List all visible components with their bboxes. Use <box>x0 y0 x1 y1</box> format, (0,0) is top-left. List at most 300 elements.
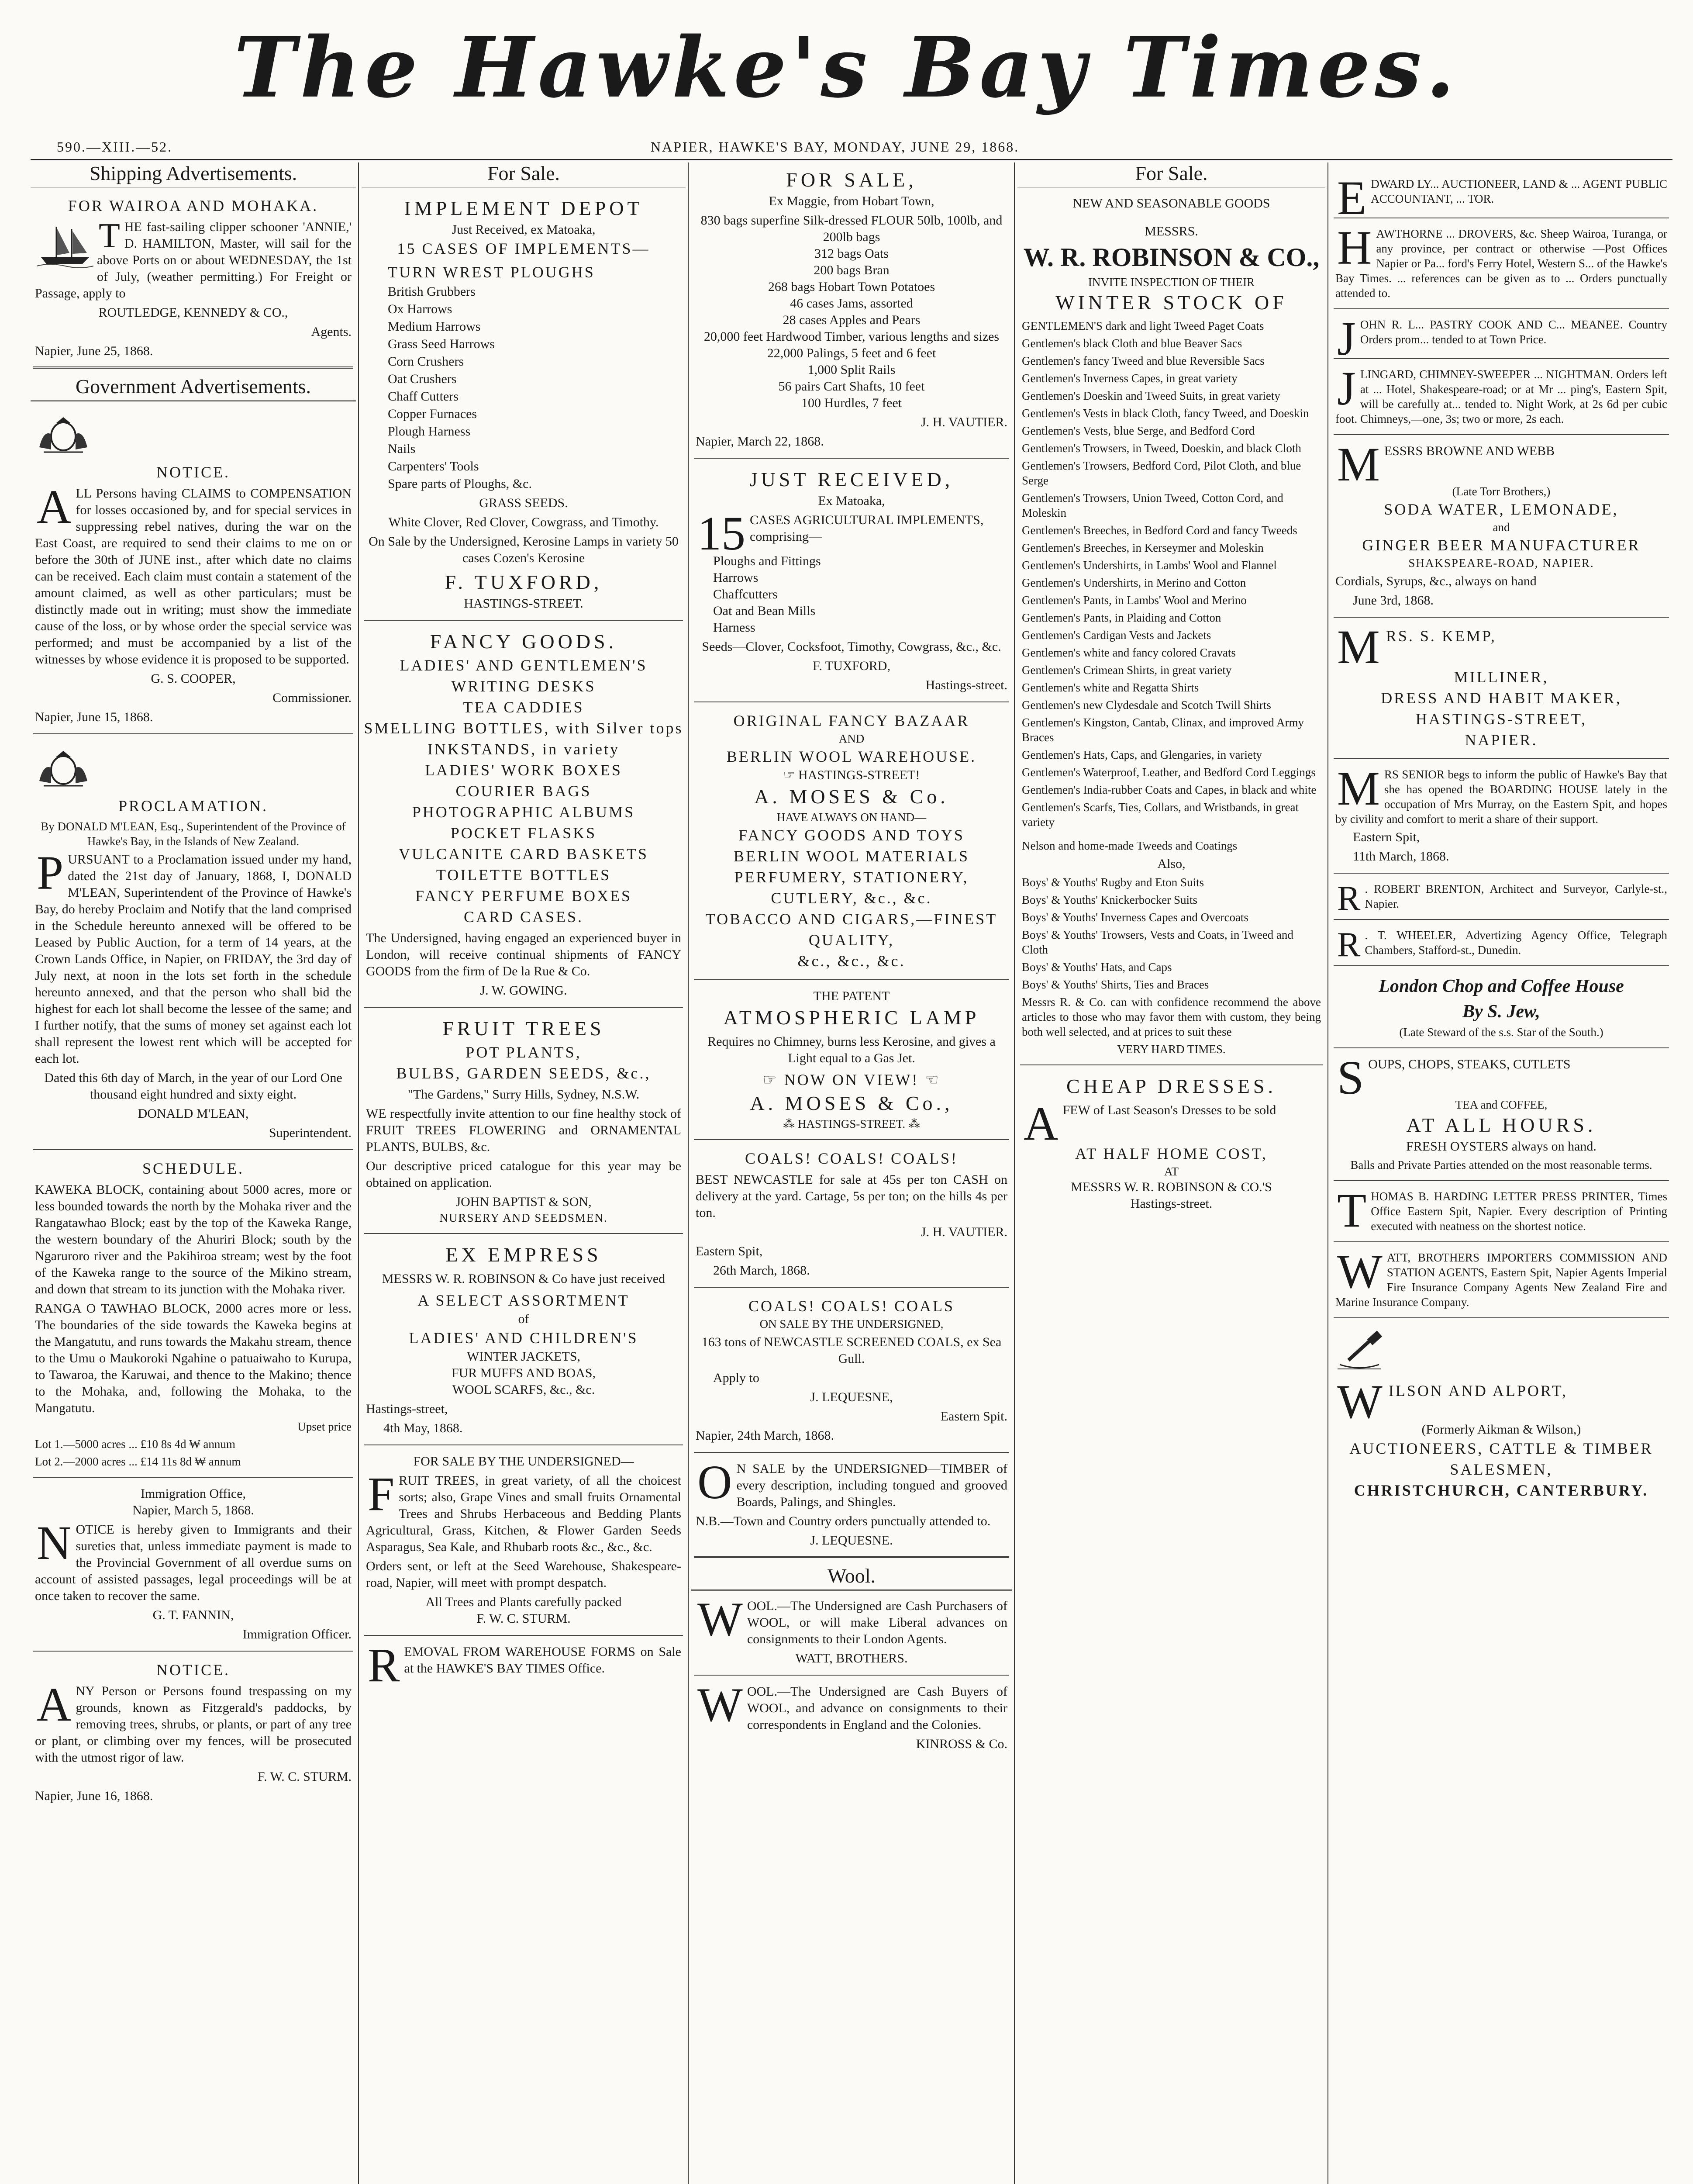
browne-road: SHAKSPEARE-ROAD, NAPIER. <box>1408 556 1594 570</box>
immigration-date: Napier, March 5, 1868. <box>132 1503 254 1517</box>
lingard-body: LINGARD, CHIMNEY-SWEEPER ... NIGHTMAN. Orders left at ... Hotel, Shakespeare-road; or at Mr ... ping's, Eastern Spit, will be carefully at... tended to. Night Work, at 2s 6d per cubic foot. Chimneys,—one, 3s; two or more, 2s each. <box>1335 368 1667 425</box>
wilson-formerly: (Formerly Aikman & Wilson,) <box>1421 1422 1581 1437</box>
list-item: GENTLEMEN'S dark and light Tweed Paget Coats <box>1022 319 1264 332</box>
divider <box>694 1452 1009 1453</box>
wilson-auctioneers: AUCTIONEERS, CATTLE & TIMBER <box>1349 1440 1653 1457</box>
timber-body: N SALE by the UNDERSIGNED—TIMBER of every description, including tongued and grooved Boards, Palings, and Shingles. <box>736 1462 1007 1509</box>
list-item: Gentlemen's India-rubber Coats and Capes, in black and white <box>1022 783 1317 796</box>
list-item: 200 bags Bran <box>814 263 890 277</box>
list-item: COURIER BAGS <box>455 782 592 800</box>
list-item: Gentlemen's Scarfs, Ties, Collars, and Wristbands, in great variety <box>1022 801 1299 829</box>
list-item: Gentlemen's Breeches, in Kerseymer and Moleskin <box>1022 541 1264 554</box>
dateline: NAPIER, HAWKE'S BAY, MONDAY, JUNE 29, 1868. <box>651 139 1020 155</box>
divider <box>1020 1064 1323 1065</box>
drop-cap: A <box>1024 1097 1059 1150</box>
timber-nb: N.B.—Town and Country orders punctually attended to. <box>696 1514 991 1528</box>
soups-tea: TEA and COFFEE, <box>1455 1098 1548 1111</box>
soups-balls: Balls and Private Parties attended on the most reasonable terms. <box>1350 1158 1652 1171</box>
column-4 <box>1017 162 1325 2184</box>
fancy-list <box>362 655 686 927</box>
browne-ginger: GINGER BEER MANUFACTURER <box>1362 536 1641 554</box>
messrs: MESSRS. <box>1145 224 1198 238</box>
list-item: Harrows <box>713 570 759 585</box>
new-goods-title: NEW AND SEASONABLE GOODS <box>1072 196 1270 211</box>
schedule-ranga: RANGA O TAWHAO BLOCK, 2000 acres more or less. The boundaries of the side towards the Kaweka begins at the Mangatutu, and runs towards the Makahu stream, thence to the Umu o Maukoroki Ngahine o patuaiwaho to Kurupa, to Tawaroa, the Karuwai, and thence to the Makino; thence to the Mohaka, and, following the Mohaka, to the Mangatutu. <box>35 1301 352 1415</box>
lamp-body: Requires no Chimney, burns less Kerosine, and gives a Light equal to a Gas Jet. <box>707 1034 996 1065</box>
list-item: Plough Harness <box>388 424 471 439</box>
list-item: Boys' & Youths' Rugby and Eton Suits <box>1022 876 1204 889</box>
invite-line: INVITE INSPECTION OF THEIR <box>1088 276 1255 289</box>
browne-cordials: Cordials, Syrups, &c., always on hand <box>1335 574 1537 588</box>
list-item: Carpenters' Tools <box>388 459 479 473</box>
confidence-line: Messrs R. & Co. can with confidence recommend the above articles to those who may favor them with custom, they being both well selected, and at prices to suit these <box>1022 995 1321 1038</box>
kemp-street: HASTINGS-STREET, <box>1415 710 1587 728</box>
royal-arms-icon <box>31 415 96 454</box>
wool-2-signature: KINROSS & Co. <box>916 1737 1007 1751</box>
sale-list <box>696 212 1007 411</box>
divider <box>1334 1317 1669 1318</box>
list-item: Gentlemen's Inverness Capes, in great variety <box>1022 372 1238 385</box>
just-received-seeds: Seeds—Clover, Cocksfoot, Timothy, Cowgrass, &c., &c. <box>702 639 1001 654</box>
divider <box>694 1139 1009 1140</box>
drop-cap: M <box>1337 620 1382 674</box>
divider <box>33 1651 353 1652</box>
list-item: Spare parts of Ploughs, &c. <box>388 477 532 491</box>
list-item: Ploughs and Fittings <box>713 554 821 568</box>
brenton-body: . ROBERT BRENTON, Architect and Surveyor, Carlyle-st., Napier. <box>1365 882 1667 910</box>
cheap-dresses-body <box>1022 1097 1321 1150</box>
lamp-title: ATMOSPHERIC LAMP <box>723 1006 980 1029</box>
fancy-goods-title: FANCY GOODS. <box>430 630 617 653</box>
coals-1-signature: J. H. VAUTIER. <box>921 1225 1007 1239</box>
list-item: Chaff Cutters <box>388 389 459 404</box>
cheap-dresses-title: CHEAP DRESSES. <box>1066 1075 1276 1097</box>
drop-cap: M <box>1337 762 1380 815</box>
immigration-office: Immigration Office, <box>140 1486 246 1501</box>
divider <box>33 366 353 369</box>
hawthorne-body: AWTHORNE ... DROVERS, &c. Sheep Wairoa, Turanga, or any province, per contract or otherwise —Post Offices Napier or Pa... ford's Ferry Hotel, Western S... of the Hawke's Bay Times. ... references can be given as to ... Orders punctually attended to. <box>1335 227 1667 300</box>
list-item: Gentlemen's Crimean Shirts, in great variety <box>1022 663 1232 677</box>
drop-cap: W <box>697 1593 743 1646</box>
drop-cap: R <box>1337 879 1361 918</box>
list-item: CARD CASES. <box>463 908 584 926</box>
list-item: Gentlemen's Pants, in Plaiding and Cotton <box>1022 611 1221 624</box>
lamp-moses: A. MOSES & Co., <box>750 1092 953 1114</box>
drop-cap: T <box>99 217 120 255</box>
fruit-body-2: Our descriptive priced catalogue for this year may be obtained on application. <box>366 1159 681 1190</box>
bazaar-street-text: HASTINGS-STREET! <box>798 768 920 782</box>
drop-cap: J <box>1337 362 1356 415</box>
lamp-street-text: HASTINGS-STREET. <box>797 1117 906 1130</box>
wheeler-body: . T. WHEELER, Advertizing Agency Office, Telegraph Chambers, Stafford-st., Dunedin. <box>1365 929 1667 957</box>
london-by: By S. Jew, <box>1462 1002 1541 1022</box>
list-item: &c., &c., &c. <box>797 952 906 970</box>
fruit-gardens: "The Gardens," Surry Hills, Sydney, N.S.W. <box>407 1087 640 1102</box>
list-item: FANCY PERFUME BOXES <box>415 887 632 905</box>
section-head-government: Government Advertisements. <box>31 376 356 401</box>
column-5 <box>1331 162 1672 2184</box>
list-item: 28 cases Apples and Pears <box>783 313 921 327</box>
notice-title: NOTICE. <box>156 1661 230 1679</box>
very-hard-times: VERY HARD TIMES. <box>1117 1043 1226 1056</box>
fruit-signature: JOHN BAPTIST & SON, <box>455 1195 592 1209</box>
list-item: VULCANITE CARD BASKETS <box>398 845 648 863</box>
sturm-text: RUIT TREES, in great variety, of all the choicest sorts; also, Grape Vines and small fruits Ornamental Trees and Shrubs Herbaceous and Bedding Plants Agricultural, Grass, Kitchen, & Flower Garden Seeds Asparagus, Sea Kale, and Rhubarb roots &c., &c., &c. <box>366 1473 681 1554</box>
wilson-ad <box>1335 1375 1667 1428</box>
list-item: Chaffcutters <box>713 587 778 601</box>
coals-2-title: COALS! COALS! COALS <box>748 1297 955 1315</box>
wool-1-signature: WATT, BROTHERS. <box>795 1651 908 1666</box>
kerosine-line: On Sale by the Undersigned, Kerosine Lamps in variety 50 cases Cozen's Kerosine <box>369 534 679 565</box>
list-item: Gentlemen's white and Regatta Shirts <box>1022 681 1199 694</box>
list-item: FANCY GOODS AND TOYS <box>738 826 965 844</box>
drop-cap: W <box>1337 1245 1383 1298</box>
kemp-milliner: MILLINER, <box>1454 668 1549 686</box>
tuxford-name: F. TUXFORD, <box>445 571 603 593</box>
list-item: 830 bags superfine Silk-dressed FLOUR 50lb, 100lb, and 200lb bags <box>700 213 1003 244</box>
list-item: 56 pairs Cart Shafts, 10 feet <box>778 379 925 394</box>
soups-oysters: FRESH OYSTERS always on hand. <box>1406 1139 1596 1154</box>
bazaar-berlin: BERLIN WOOL WAREHOUSE. <box>726 748 977 765</box>
list-item: Oat and Bean Mills <box>713 604 816 618</box>
royal-arms-icon <box>31 748 96 788</box>
column-2 <box>362 162 686 2184</box>
wool-2-ad <box>696 1678 1007 1733</box>
proclamation-text: URSUANT to a Proclamation issued under my hand, dated the 21st day of January, 1868, I, DONALD M'LEAN, Superintendent of the Province of Hawke's Bay, do hereby Proclaim and Notify that the land comprised in the Schedule hereunto annexed will be offered to be Leased by Public Auction, for a term of 14 years, at the Crown Lands Office, in Napier, on FRIDAY, the 3rd day of July next, at noon in the lots set forth in the schedule hereunto annexed, and that the person who shall bid the highest for each lot shall become the lessee of the same; and I further notify, that the sums of money set against each lot shall represent the lowest rent which will be accepted for each lot. <box>35 852 352 1066</box>
wilson-salesmen: SALESMEN, <box>1450 1461 1553 1478</box>
divider <box>33 1477 353 1478</box>
browne-and: and <box>1493 521 1510 534</box>
section-head-for-sale: For Sale. <box>1017 162 1325 188</box>
list-item: 268 bags Hobart Town Potatoes <box>768 280 935 294</box>
drop-cap: A <box>37 1678 72 1731</box>
list-item: POCKET FLASKS <box>450 824 597 842</box>
ex-empress-list <box>362 1348 686 1398</box>
just-received-signature: F. TUXFORD, <box>813 659 890 673</box>
lamp-view-text: NOW ON VIEW! <box>784 1071 919 1089</box>
ex-empress-date: 4th May, 1868. <box>383 1421 463 1435</box>
list-item: British Grubbers <box>388 284 476 299</box>
browne-date: June 3rd, 1868. <box>1353 593 1434 608</box>
coals-2-apply: Apply to <box>713 1371 759 1385</box>
list-item: Harness <box>713 620 755 635</box>
list-item: LADIES' WORK BOXES <box>425 761 622 779</box>
list-item: SMELLING BOTTLES, with Silver tops <box>364 719 683 737</box>
soups-body: OUPS, CHOPS, STEAKS, CUTLETS <box>1368 1057 1571 1071</box>
claims-notice <box>35 480 352 668</box>
immigration-signature: G. T. FANNIN, <box>152 1608 234 1622</box>
divider <box>1334 919 1669 920</box>
ship-ad <box>35 219 352 302</box>
ship-agent-role: Agents. <box>311 325 352 339</box>
notice-role: Commissioner. <box>272 691 352 705</box>
list-item: Gentlemen's new Clydesdale and Scotch Twill Shirts <box>1022 698 1271 712</box>
implement-list <box>366 262 681 492</box>
section-head-wool: Wool. <box>691 1565 1012 1591</box>
asterism-icon: ⁂ <box>783 1117 798 1130</box>
drop-cap: J <box>1337 312 1356 365</box>
clover-line: White Clover, Red Clover, Cowgrass, and Timothy. <box>388 515 659 529</box>
list-item: Gentlemen's white and fancy colored Cravats <box>1022 646 1236 659</box>
ship-body: HE fast-sailing clipper schooner 'ANNIE,' D. HAMILTON, Master, will sail for the above Ports on or about WEDNESDAY, the 1st of July, (weather permitting.) For Freight or Passage, apply to <box>35 220 352 301</box>
just-received-title: JUST RECEIVED, <box>749 468 954 491</box>
list-item: WRITING DESKS <box>451 677 596 695</box>
implement-cases: 15 CASES OF IMPLEMENTS— <box>397 240 650 257</box>
gentlemen-list <box>1017 318 1325 853</box>
senior-ad <box>1335 762 1667 826</box>
drop-cap: O <box>697 1455 732 1509</box>
drop-cap: T <box>1337 1184 1367 1237</box>
list-item: Gentlemen's Kingston, Cantab, Clinax, and improved Army Braces <box>1022 716 1304 744</box>
just-received-text: CASES AGRICULTURAL IMPLEMENTS, comprising— <box>750 513 984 544</box>
column-1 <box>31 162 356 2184</box>
asterism-icon: ⁂ <box>905 1117 920 1130</box>
wool-1-body: OOL.—The Undersigned are Cash Purchasers of WOOL, or will make Liberal advances on consignments to their London Agents. <box>747 1599 1007 1646</box>
proclamation-body <box>35 846 352 1067</box>
fancy-body: The Undersigned, having engaged an experienced buyer in London, will receive continual shipments of FANCY GOODS from the firm of De la Rue & Co. <box>366 931 681 978</box>
drop-number: 15 <box>697 507 745 560</box>
list-item: TOBACCO AND CIGARS,—FINEST QUALITY, <box>705 910 998 949</box>
divider <box>1334 1241 1669 1242</box>
column-rule <box>1014 162 1015 2184</box>
ex-empress-body: MESSRS W. R. ROBINSON & Co have just received <box>382 1272 665 1286</box>
tuxford-street: HASTINGS-STREET. <box>464 596 583 611</box>
divider <box>1334 873 1669 874</box>
watt-body: ATT, BROTHERS IMPORTERS COMMISSION AND STATION AGENTS, Eastern Spit, Napier Agents Imperial Fire Insurance Company Agents New Zealand Fire and Marine Insurance Company. <box>1335 1251 1667 1309</box>
lyndon-body: DWARD LY... AUCTIONEER, LAND & ... AGENT PUBLIC ACCOUNTANT, ... TOR. <box>1371 177 1667 205</box>
list-item: Gentlemen's Trowsers, in Tweed, Doeskin, and black Cloth <box>1022 442 1301 455</box>
harding-ad <box>1335 1184 1667 1237</box>
section-head-for-sale: For Sale. <box>362 162 686 188</box>
lingard-ad <box>1335 362 1667 426</box>
sale-date: Napier, March 22, 1868. <box>696 434 824 449</box>
list-item: TURN WREST PLOUGHS <box>388 263 595 281</box>
just-received-ex: Ex Matoaka, <box>818 494 885 508</box>
timber-ad <box>696 1455 1007 1510</box>
divider <box>1334 617 1669 618</box>
coals-1-title: COALS! COALS! COALS! <box>745 1150 959 1167</box>
divider <box>1334 965 1669 966</box>
list-item: 100 Hurdles, 7 feet <box>801 396 902 410</box>
divider <box>33 733 353 734</box>
removal-notice <box>366 1638 681 1692</box>
winter-stock: WINTER STOCK OF <box>1055 291 1287 314</box>
list-item: TEA CADDIES <box>463 698 584 716</box>
trespass-notice <box>35 1678 352 1766</box>
cheap-street: Hastings-street. <box>1130 1196 1213 1211</box>
list-item: Boys' & Youths' Shirts, Ties and Braces <box>1022 978 1209 991</box>
list-item: 1,000 Split Rails <box>807 363 896 377</box>
divider <box>694 1675 1009 1676</box>
ship-icon <box>37 222 93 270</box>
fruit-role: NURSERY AND SEEDSMEN. <box>439 1211 608 1224</box>
spacer <box>1017 212 1325 223</box>
list-item: Nelson and home-made Tweeds and Coatings <box>1022 839 1238 852</box>
senior-body: RS SENIOR begs to inform the public of Hawke's Bay that she has opened the BOARDING HOUSE lately in the occupation of Mrs Murray, on the Eastern Spit, and hopes by civility and comfort to merit a share of their support. <box>1335 768 1667 826</box>
list-item: Gentlemen's Vests in black Cloth, fancy Tweed, and Doeskin <box>1022 407 1309 420</box>
ex-empress-of: of <box>518 1312 529 1326</box>
list-item: Gentlemen's Breeches, in Bedford Cord and fancy Tweeds <box>1022 524 1297 537</box>
trespass-date: Napier, June 16, 1868. <box>35 1789 153 1803</box>
drop-cap: W <box>1337 1375 1384 1428</box>
coals-2-date: Napier, 24th March, 1868. <box>696 1428 834 1443</box>
divider <box>364 1635 683 1636</box>
also-line: Also, <box>1157 857 1186 871</box>
list-item: 46 cases Jams, assorted <box>790 296 913 311</box>
list-item: Gentlemen's Undershirts, in Lambs' Wool and Flannel <box>1022 559 1277 572</box>
proclamation-intro: By DONALD M'LEAN, Esq., Superintendent of the Province of Hawke's Bay, in the Islands of New Zealand. <box>41 820 346 848</box>
folio-line <box>31 139 1672 157</box>
implement-received: Just Received, ex Matoaka, <box>452 222 596 237</box>
wheeler-ad <box>1335 926 1667 964</box>
list-item: 20,000 feet Hardwood Timber, various lengths and sizes <box>703 329 1000 344</box>
divider <box>364 1444 683 1445</box>
issue-number: 590.—XIII.—52. <box>57 139 173 155</box>
notice-signature: G. S. COOPER, <box>151 671 236 686</box>
hawthorne-ad <box>1335 221 1667 301</box>
notice-date: Napier, June 15, 1868. <box>35 710 153 724</box>
hammer-bell-icon <box>1331 1330 1388 1373</box>
sale-title: FOR SALE, <box>786 169 917 191</box>
cheap-signature: MESSRS W. R. ROBINSON & CO.'S <box>1071 1180 1272 1194</box>
kemp-body: RS. S. KEMP, <box>1386 627 1496 645</box>
cheap-at: AT <box>1164 1165 1179 1178</box>
sturm-packed: All Trees and Plants carefully packed <box>425 1595 622 1609</box>
column-3 <box>691 162 1012 2184</box>
divider <box>1334 1047 1669 1048</box>
sturm-body <box>366 1467 681 1555</box>
coals-1-place: Eastern Spit, <box>696 1244 763 1258</box>
ship-title: FOR WAIROA AND MOHAKA. <box>68 197 319 214</box>
soups-hours: AT ALL HOURS. <box>1406 1114 1596 1136</box>
harding-body: HOMAS B. HARDING LETTER PRESS PRINTER, Times Office Eastern Spit, Napier. Every description of Printing executed with neatness on the shortest notice. <box>1371 1190 1667 1233</box>
list-item: LADIES' AND GENTLEMEN'S <box>400 657 648 674</box>
divider <box>1334 358 1669 359</box>
john-body: OHN R. L... PASTRY COOK AND C... MEANEE. Country Orders prom... tended to at Town Price. <box>1360 318 1667 346</box>
fruit-sub2: BULBS, GARDEN SEEDS, &c., <box>396 1064 651 1082</box>
masthead-rule <box>31 159 1672 160</box>
browne-late: (Late Torr Brothers,) <box>1452 485 1551 498</box>
fruit-body: WE respectfully invite attention to our fine healthy stock of FRUIT TREES FLOWERING and ORNAMENTAL PLANTS, BULBS, &c. <box>366 1106 681 1154</box>
drop-cap: M <box>1337 438 1380 491</box>
ship-date: Napier, June 25, 1868. <box>35 344 153 358</box>
bazaar-street <box>691 767 1012 784</box>
robinson-name: W. R. ROBINSON & CO., <box>1023 243 1320 272</box>
proclamation-dated: Dated this 6th day of March, in the year of our Lord One thousand eight hundred and sixty eight. <box>44 1071 342 1102</box>
moses-list <box>691 825 1012 971</box>
lamp-street <box>691 1116 1012 1131</box>
list-item: Gentlemen's Hats, Caps, and Glengaries, in variety <box>1022 748 1262 761</box>
list-item: Gentlemen's Doeskin and Tweed Suits, in great variety <box>1022 389 1280 402</box>
john-ad <box>1335 312 1667 365</box>
ship-agent: ROUTLEDGE, KENNEDY & CO., <box>98 305 288 320</box>
moses-name: A. MOSES & Co. <box>754 785 949 808</box>
immigration-body: OTICE is hereby given to Immigrants and their sureties that, unless immediate payment is made to the Provincial Government of all overdue sums on account of assisted passages, legal proceedings will be at once taken to recover the same. <box>35 1522 352 1603</box>
list-item: Gentlemen's black Cloth and blue Beaver Sacs <box>1022 337 1242 350</box>
drop-cap: H <box>1337 221 1372 274</box>
sturm-head: FOR SALE BY THE UNDERSIGNED— <box>413 1454 634 1469</box>
list-item: Gentlemen's fancy Tweed and blue Reversible Sacs <box>1022 354 1265 367</box>
lamp-patent: THE PATENT <box>813 989 890 1003</box>
divider <box>694 1556 1009 1558</box>
lamp-view <box>691 1069 1012 1090</box>
coals-2-sub: ON SALE BY THE UNDERSIGNED, <box>759 1317 944 1330</box>
list-item: PHOTOGRAPHIC ALBUMS <box>412 803 635 821</box>
lyndon-ad <box>1335 171 1667 225</box>
list-item: Gentlemen's Undershirts, in Merino and Cotton <box>1022 576 1246 589</box>
boys-list <box>1017 875 1325 992</box>
just-received-street: Hastings-street. <box>925 678 1007 692</box>
browne-soda: SODA WATER, LEMONADE, <box>1384 501 1619 518</box>
immigration-notice <box>35 1516 352 1604</box>
column-rule <box>688 162 689 2184</box>
removal-body: EMOVAL FROM WAREHOUSE FORMS on Sale at the HAWKE'S BAY TIMES Office. <box>404 1645 681 1676</box>
divider <box>694 1287 1009 1288</box>
claims-body: LL Persons having CLAIMS to COMPENSATION for losses occasioned by, and for special services in suppressing rebel natives, during the war on the East Coast, are required to send their claims to me on or before the 30th of JUNE inst., after which date no claims can be received. Each claim must contain a statement of the amount claimed, as well as other particulars; must be distinctly made out in writing; must show the immediate cause of the loss, or by whose order the special service was performed; and must be accompanied by a list of the witnesses by whose evidence it is proposed to be supported. <box>35 486 352 667</box>
list-item: Boys' & Youths' Inverness Capes and Overcoats <box>1022 911 1248 924</box>
divider <box>1334 434 1669 435</box>
cheap-body: FEW of Last Season's Dresses to be sold <box>1062 1103 1276 1117</box>
fancy-signature: J. W. GOWING. <box>480 983 567 998</box>
list-item: 312 bags Oats <box>814 246 889 261</box>
just-received-list <box>696 553 1007 636</box>
proclamation-signature: DONALD M'LEAN, <box>138 1106 249 1121</box>
list-item: WINTER JACKETS, <box>467 1349 580 1364</box>
browne-body: ESSRS BROWNE AND WEBB <box>1384 444 1555 458</box>
spacer <box>1331 162 1672 174</box>
ex-empress-street: Hastings-street, <box>366 1402 448 1416</box>
ex-empress-title: EX EMPRESS <box>445 1244 602 1266</box>
schedule-title: SCHEDULE. <box>142 1160 244 1177</box>
schedule-lot-2: Lot 2.—2000 acres ... £14 11s 8d ₩ annum <box>35 1455 241 1468</box>
divider <box>364 1233 683 1234</box>
kemp-ad <box>1335 620 1667 674</box>
moses-have: HAVE ALWAYS ON HAND— <box>776 811 927 824</box>
pointing-hand-icon: ☞ <box>783 768 799 782</box>
london-chop-title: London Chop and Coffee House <box>1379 976 1624 996</box>
trespass-body: NY Person or Persons found trespassing on my grounds, known as Fitzgerald's paddocks, by removing trees, shrubs, or plants, or part of any tree or plant, or climbing over my fences, will be prosecuted with the utmost rigor of law. <box>35 1684 352 1765</box>
list-item: Gentlemen's Trowsers, Union Tweed, Cotton Cord, and Moleskin <box>1022 491 1283 519</box>
drop-cap: W <box>697 1678 743 1731</box>
trespass-signature: F. W. C. STURM. <box>257 1769 352 1784</box>
divider <box>1334 758 1669 759</box>
list-item: Nails <box>388 442 416 456</box>
list-item: Gentlemen's Waterproof, Leather, and Bedford Cord Leggings <box>1022 766 1316 779</box>
immigration-role: Immigration Officer. <box>242 1627 352 1641</box>
london-late: (Late Steward of the s.s. Star of the South.) <box>1399 1026 1603 1039</box>
drop-cap: A <box>37 480 72 533</box>
list-item: Boys' & Youths' Hats, and Caps <box>1022 961 1172 974</box>
section-head-shipping: Shipping Advertisements. <box>31 162 356 188</box>
list-item: Boys' & Youths' Trowsers, Vests and Coats, in Tweed and Cloth <box>1022 928 1293 956</box>
list-item: FUR MUFFS AND BOAS, <box>451 1366 596 1380</box>
fruit-sub: POT PLANTS, <box>465 1044 582 1061</box>
list-item: 22,000 Palings, 5 feet and 6 feet <box>767 346 936 360</box>
sturm-signature: F. W. C. STURM. <box>476 1611 571 1626</box>
wilson-place: CHRISTCHURCH, CANTERBURY. <box>1354 1482 1649 1499</box>
just-received-body <box>696 507 1007 560</box>
coals-2-body: 163 tons of NEWCASTLE SCREENED COALS, ex Sea Gull. <box>701 1335 1002 1366</box>
list-item: PERFUMERY, STATIONERY, CUTLERY, &c., &c. <box>734 868 969 907</box>
list-item: TOILETTE BOTTLES <box>436 866 611 884</box>
list-item: Copper Furnaces <box>388 407 477 421</box>
list-item: WOOL SCARFS, &c., &c. <box>452 1382 595 1397</box>
drop-cap: R <box>368 1638 400 1692</box>
list-item: Medium Harrows <box>388 319 481 334</box>
list-item: Gentlemen's Pants, in Lambs' Wool and Merino <box>1022 594 1247 607</box>
divider <box>364 1007 683 1008</box>
pointing-hand-icon: ☞ <box>762 1071 784 1089</box>
